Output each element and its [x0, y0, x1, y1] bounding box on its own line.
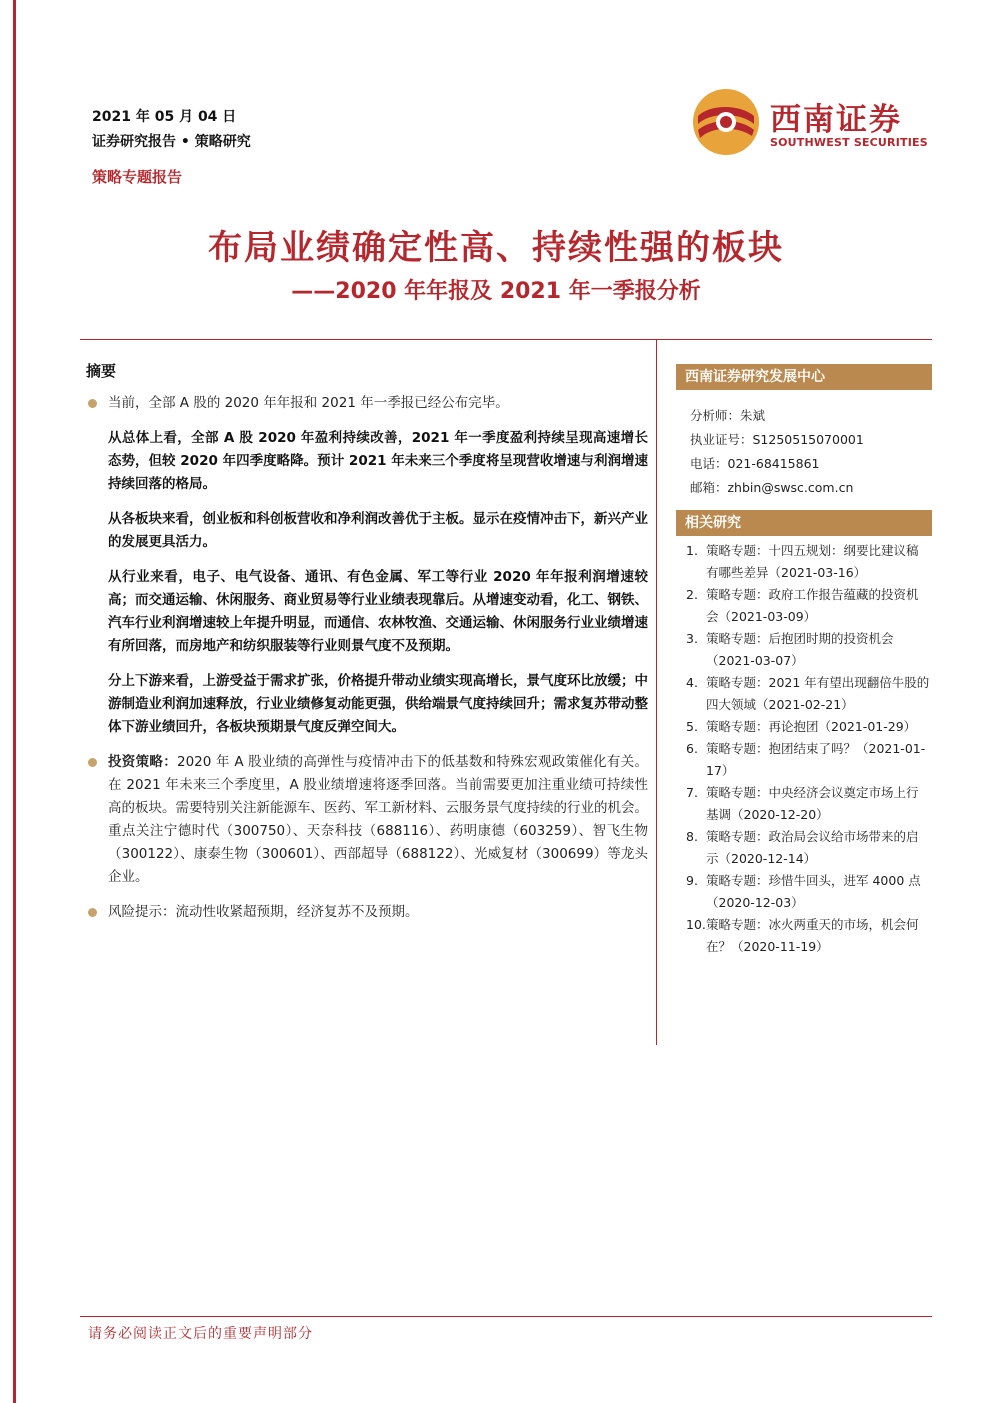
- related-item-text: 策略专题：抱团结束了吗？（2021-01-17）: [706, 741, 926, 778]
- summary-paragraph-streams: 分上下游来看，上游受益于需求扩张，价格提升带动业绩实现高增长，景气度环比放缓；中游制造业利润加速释放，行业业绩修复动能更强，供给端景气度持续回升；需求复苏带动整体下游业绩回升，各板块预期景气度反弹空间大。: [108, 673, 648, 735]
- related-item-number: 4.: [686, 675, 698, 690]
- analyst-phone: 电话：021-68415861: [690, 456, 820, 471]
- column-divider: [656, 339, 657, 1045]
- summary-bullet-risk: [82, 901, 648, 924]
- related-item-number: 7.: [686, 785, 698, 800]
- summary-body: [82, 392, 648, 936]
- analyst-name: 分析师：朱斌: [690, 408, 766, 423]
- logo-name-en: SOUTHWEST SECURITIES: [770, 136, 928, 149]
- related-item-text: 策略专题：十四五规划：纲要比建议稿有哪些差异（2021-03-16）: [706, 543, 919, 580]
- related-item[interactable]: [686, 584, 930, 628]
- related-item[interactable]: [686, 826, 930, 870]
- related-item-number: 9.: [686, 873, 698, 888]
- related-item-number: 1.: [686, 543, 698, 558]
- footer-disclaimer: 请务必阅读正文后的重要声明部分: [88, 1326, 313, 1342]
- bullet-dot-icon: [88, 908, 97, 917]
- related-item-text: 策略专题：再论抱团（2021-01-29）: [706, 719, 917, 734]
- related-item[interactable]: [686, 914, 930, 958]
- strategy-text: 2020 年 A 股业绩的高弹性与疫情冲击下的低基数和特殊宏观政策催化有关。在 2021 年未来三个季度里，A 股业绩增速将逐季回落。当前需要更加注重业绩可持续性高的板块。需要特别关注新能源车、医药、军工新材料、云服务景气度持续的行业的机会。重点关注宁德时代（300750）、天奈科技（688116）、药明康德（603259）、智飞生物（300122）、康泰生物（300601）、西部超导（688122）、光威复材（300699）等龙头企业。: [108, 754, 649, 885]
- related-item-text: 策略专题：政府工作报告蕴藏的投资机会（2021-03-09）: [706, 587, 919, 624]
- related-item[interactable]: [686, 540, 930, 584]
- logo-name-cn: 西南证券: [770, 102, 902, 138]
- summary-heading: 摘要: [86, 362, 117, 380]
- related-item[interactable]: [686, 716, 930, 738]
- top-divider: [80, 339, 932, 340]
- risk-text: 风险提示：流动性收紧超预期，经济复苏不及预期。: [108, 904, 419, 920]
- related-item-text: 策略专题：中央经济会议奠定市场上行基调（2020-12-20）: [706, 785, 919, 822]
- related-item-text: 策略专题：2021 年有望出现翻倍牛股的四大领域（2021-02-21）: [706, 675, 930, 712]
- related-item-text: 策略专题：珍惜牛回头，进军 4000 点（2020-12-03）: [706, 873, 921, 910]
- strategy-label: 投资策略：: [108, 754, 177, 770]
- related-research-banner: [676, 510, 932, 536]
- related-item[interactable]: [686, 782, 930, 826]
- related-item-number: 8.: [686, 829, 698, 844]
- related-item[interactable]: [686, 738, 930, 782]
- related-item-text: 策略专题：后抱团时期的投资机会（2021-03-07）: [706, 631, 894, 668]
- related-item[interactable]: [686, 672, 930, 716]
- summary-paragraph-industries: 从行业来看，电子、电气设备、通讯、有色金属、军工等行业 2020 年年报利润增速较高；而交通运输、休闲服务、商业贸易等行业业绩表现靠后。从增速变动看，化工、钢铁、汽车行业利润增速较上年提升明显，而通信、农林牧渔、交通运输、休闲服务行业业绩增速有所回落，而房地产和纺织服装等行业则景气度不及预期。: [108, 569, 648, 654]
- report-date: 2021 年 05 月 04 日: [92, 109, 237, 125]
- related-item-number: 3.: [686, 631, 698, 646]
- related-item-number: 10.: [686, 917, 706, 932]
- related-item[interactable]: [686, 870, 930, 914]
- related-item-number: 5.: [686, 719, 698, 734]
- company-logo: [690, 84, 930, 160]
- bullet-dot-icon: [88, 399, 97, 408]
- related-item-number: 2.: [686, 587, 698, 602]
- research-center-banner: [676, 364, 932, 390]
- analyst-license: 执业证号：S1250515070001: [690, 432, 864, 447]
- related-item-text: 策略专题：冰火两重天的市场，机会何在？（2020-11-19）: [706, 917, 919, 954]
- left-accent-bar: [13, 0, 16, 1403]
- report-type: 证券研究报告 • 策略研究: [92, 134, 251, 150]
- research-center-title: 西南证券研究发展中心: [676, 364, 932, 390]
- analyst-email: 邮箱：zhbin@swsc.com.cn: [690, 480, 854, 495]
- related-research-list: [686, 540, 930, 958]
- related-research-title: 相关研究: [676, 510, 932, 536]
- summary-bullet-current: [82, 392, 648, 415]
- report-title: 布局业绩确定性高、持续性强的板块: [208, 228, 784, 268]
- bullet-text: 当前，全部 A 股的 2020 年年报和 2021 年一季报已经公布完毕。: [108, 395, 509, 411]
- related-item-number: 6.: [686, 741, 698, 756]
- logo-mark-icon: [690, 86, 762, 158]
- report-subtitle: ——2020 年年报及 2021 年一季报分析: [291, 279, 701, 304]
- related-item-text: 策略专题：政治局会议给市场带来的启示（2020-12-14）: [706, 829, 919, 866]
- related-item[interactable]: [686, 628, 930, 672]
- report-tag: 策略专题报告: [92, 168, 183, 186]
- summary-paragraph-boards: 从各板块来看，创业板和科创板营收和净利润改善优于主板。显示在疫情冲击下，新兴产业的发展更具活力。: [108, 511, 648, 550]
- analyst-info: [690, 404, 864, 500]
- summary-paragraph-overall: 从总体上看，全部 A 股 2020 年盈利持续改善，2021 年一季度盈利持续呈现高速增长态势，但较 2020 年四季度略降。预计 2021 年未来三个季度将呈现营收增速与利润增速持续回落的格局。: [108, 430, 648, 492]
- bullet-dot-icon: [88, 758, 97, 767]
- footer-divider: [80, 1316, 932, 1317]
- summary-bullet-strategy: [82, 751, 648, 889]
